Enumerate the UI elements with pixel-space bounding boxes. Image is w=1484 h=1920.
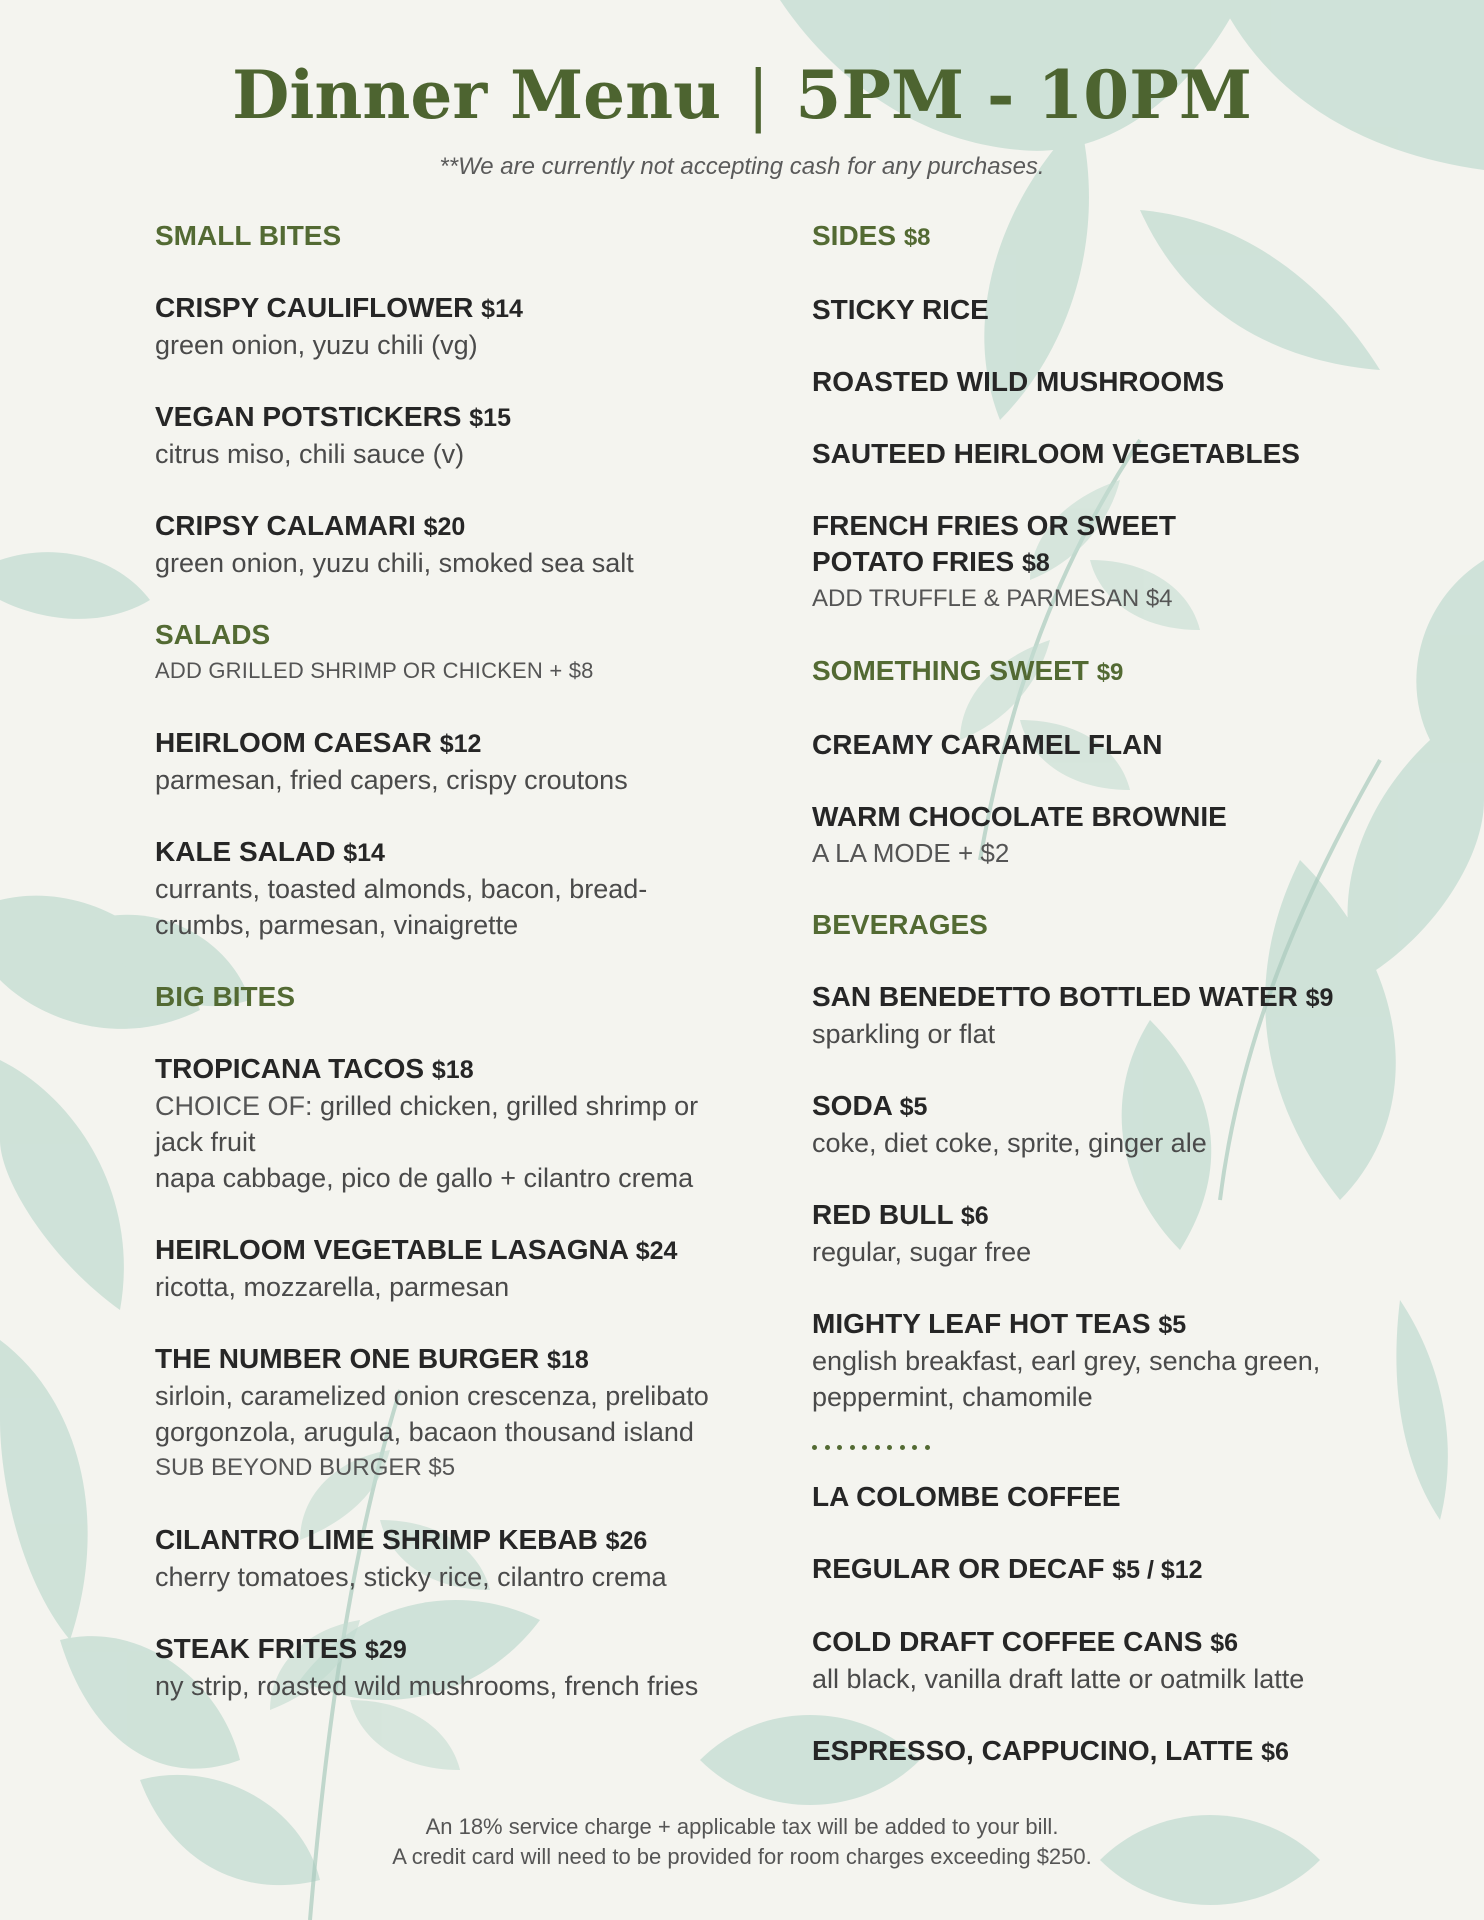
- item-name: COLD DRAFT COFFEE CANS: [812, 1626, 1203, 1657]
- menu-item: [155, 1341, 755, 1486]
- item-description: ricotta, mozzarella, parmesan: [155, 1272, 510, 1302]
- menu-item: [812, 1197, 1372, 1270]
- menu-item: [155, 1631, 755, 1704]
- item-title: [155, 508, 755, 545]
- item-price: $9: [1305, 984, 1334, 1012]
- menu-item: [812, 1088, 1372, 1161]
- heading-price: $9: [1096, 659, 1124, 686]
- item-description: crumbs, parmesan, vinaigrette: [155, 910, 519, 940]
- item-description: cherry tomatoes, sticky rice, cilantro crema: [155, 1562, 667, 1592]
- dot-divider-icon: [812, 1445, 1372, 1457]
- item-name: SAN BENEDETTO BOTTLED WATER: [812, 981, 1298, 1012]
- menu-item: [155, 1051, 755, 1196]
- menu-item: [812, 1624, 1372, 1697]
- section-heading-small-bites: SMALL BITES: [155, 220, 342, 251]
- item-price: $6: [960, 1202, 989, 1230]
- item-title: [812, 1551, 1372, 1588]
- item-price: $6: [1210, 1629, 1239, 1657]
- item-title: [155, 1341, 755, 1378]
- item-title: [812, 1733, 1372, 1770]
- item-title: [812, 1624, 1372, 1661]
- section-heading-sides: [812, 218, 1372, 256]
- item-title: [155, 725, 755, 762]
- menu-item: [812, 799, 1372, 871]
- item-price: $15: [469, 404, 511, 432]
- item-name: VEGAN POTSTICKERS: [155, 401, 462, 432]
- item-description: parmesan, fried capers, crispy croutons: [155, 765, 628, 795]
- item-description: gorgonzola, arugula, bacaon thousand island: [155, 1417, 694, 1447]
- item-title: [812, 1306, 1372, 1343]
- item-description: english breakfast, earl grey, sencha green,: [812, 1346, 1321, 1376]
- item-description: green onion, yuzu chili (vg): [155, 330, 478, 360]
- hours-text: 5PM - 10PM: [795, 56, 1252, 134]
- item-name: ESPRESSO, CAPPUCINO, LATTE: [812, 1735, 1254, 1766]
- footer-line: A credit card will need to be provided for room charges exceeding $250.: [392, 1844, 1092, 1869]
- item-price: $18: [431, 1056, 474, 1084]
- heading-text: SOMETHING SWEET: [812, 655, 1089, 686]
- item-description: sirloin, caramelized onion crescenza, prelibato: [155, 1381, 709, 1411]
- item-description: ny strip, roasted wild mushrooms, french fries: [155, 1671, 699, 1701]
- item-price: $18: [547, 1346, 589, 1374]
- item-description: napa cabbage, pico de gallo + cilantro crema: [155, 1163, 694, 1193]
- item-name: CILANTRO LIME SHRIMP KEBAB: [155, 1524, 598, 1555]
- heading-text: SIDES: [812, 220, 897, 251]
- item-name: REGULAR OR DECAF: [812, 1553, 1105, 1584]
- item-name: CRIPSY CALAMARI: [155, 510, 416, 541]
- menu-item: [812, 436, 1372, 472]
- item-name: CRISPY CAULIFLOWER: [155, 292, 474, 323]
- page-title: [0, 55, 1484, 136]
- item-price: $8: [1022, 549, 1050, 577]
- item-price: $14: [343, 839, 385, 867]
- item-addon: A LA MODE + $2: [812, 838, 1010, 868]
- menu-item: [155, 834, 755, 943]
- item-price: $5: [1158, 1311, 1187, 1339]
- item-description: green onion, yuzu chili, smoked sea salt: [155, 548, 634, 578]
- title-text: Dinner Menu: [232, 56, 722, 134]
- item-description: currants, toasted almonds, bacon, bread-: [155, 874, 648, 904]
- menu-item: [812, 1479, 1372, 1515]
- menu-item: [812, 727, 1372, 763]
- item-title: [812, 979, 1372, 1016]
- item-name: TROPICANA TACOS: [155, 1053, 425, 1084]
- item-addon: ADD TRUFFLE & PARMESAN $4: [812, 585, 1173, 612]
- item-name: WARM CHOCOLATE BROWNIE: [812, 801, 1227, 832]
- menu-item: [155, 1522, 755, 1595]
- item-title: [812, 1197, 1372, 1234]
- item-title: [155, 1522, 755, 1559]
- item-name: CREAMY CARAMEL FLAN: [812, 729, 1163, 760]
- item-title: [812, 544, 1372, 581]
- item-name: KALE SALAD: [155, 836, 336, 867]
- section-heading-salads: SALADS: [155, 619, 271, 650]
- section-heading-beverages: BEVERAGES: [812, 909, 988, 940]
- item-price: $12: [439, 730, 482, 758]
- menu-item: [155, 725, 755, 798]
- item-name: HEIRLOOM VEGETABLE LASAGNA: [155, 1234, 628, 1265]
- item-name: THE NUMBER ONE BURGER: [155, 1343, 540, 1374]
- menu-item: [155, 508, 755, 581]
- item-name: POTATO FRIES: [812, 546, 1015, 577]
- heading-price: $8: [903, 224, 931, 251]
- item-choice: [155, 1088, 755, 1124]
- item-name: STEAK FRITES: [155, 1633, 358, 1664]
- item-name: MIGHTY LEAF HOT TEAS: [812, 1308, 1151, 1339]
- item-title: [812, 1088, 1372, 1125]
- cash-notice: **We are currently not accepting cash for any purchases.: [439, 153, 1045, 180]
- menu-item: [812, 1733, 1372, 1770]
- section-note: ADD GRILLED SHRIMP OR CHICKEN + $8: [155, 658, 594, 683]
- item-addon: SUB BEYOND BURGER $5: [155, 1454, 456, 1481]
- footer-line: An 18% service charge + applicable tax will be added to your bill.: [425, 1814, 1059, 1839]
- left-column: [155, 218, 755, 1704]
- section-heading-big-bites: BIG BITES: [155, 981, 296, 1012]
- menu-item: [155, 1232, 755, 1305]
- item-price: $29: [365, 1636, 407, 1664]
- menu-item: [155, 399, 755, 472]
- choice-label: CHOICE OF:: [155, 1091, 313, 1121]
- menu-item: [155, 290, 755, 363]
- item-title: [155, 399, 755, 436]
- menu-item: [812, 292, 1372, 328]
- menu-item: [812, 979, 1372, 1052]
- item-name: ROASTED WILD MUSHROOMS: [812, 366, 1225, 397]
- item-description: citrus miso, chili sauce (v): [155, 439, 465, 469]
- item-name: RED BULL: [812, 1199, 954, 1230]
- item-name: FRENCH FRIES OR SWEET: [812, 510, 1177, 541]
- menu-item: [812, 364, 1372, 400]
- item-title: [155, 1232, 755, 1269]
- footer-notice: [0, 1812, 1484, 1872]
- item-price: $6: [1261, 1738, 1289, 1766]
- item-description: peppermint, chamomile: [812, 1382, 1093, 1412]
- item-price: $5: [899, 1093, 928, 1121]
- title-separator: |: [747, 57, 770, 134]
- item-name: HEIRLOOM CAESAR: [155, 727, 432, 758]
- item-name: SAUTEED HEIRLOOM VEGETABLES: [812, 438, 1300, 469]
- item-description: regular, sugar free: [812, 1237, 1032, 1267]
- choice-options: grilled chicken, grilled shrimp or: [312, 1091, 699, 1121]
- item-description: sparkling or flat: [812, 1019, 996, 1049]
- menu-item: [812, 1306, 1372, 1415]
- menu-item: [812, 508, 1372, 617]
- item-name: SODA: [812, 1090, 892, 1121]
- menu-item: [812, 1551, 1372, 1588]
- item-price: $20: [423, 513, 466, 541]
- item-price: $24: [635, 1237, 678, 1265]
- item-description: coke, diet coke, sprite, ginger ale: [812, 1128, 1207, 1158]
- right-column: [812, 218, 1372, 1770]
- item-title: [155, 290, 755, 327]
- item-description: all black, vanilla draft latte or oatmilk latte: [812, 1664, 1305, 1694]
- section-heading-something-sweet: [812, 653, 1372, 691]
- item-title: [155, 1631, 755, 1668]
- item-price: $14: [481, 295, 523, 323]
- item-title: [155, 834, 755, 871]
- item-title: [155, 1051, 755, 1088]
- item-choice-cont: jack fruit: [155, 1127, 256, 1157]
- item-price: $5 / $12: [1112, 1556, 1203, 1584]
- item-name: STICKY RICE: [812, 294, 989, 325]
- item-price: $26: [605, 1527, 648, 1555]
- coffee-heading: LA COLOMBE COFFEE: [812, 1481, 1121, 1512]
